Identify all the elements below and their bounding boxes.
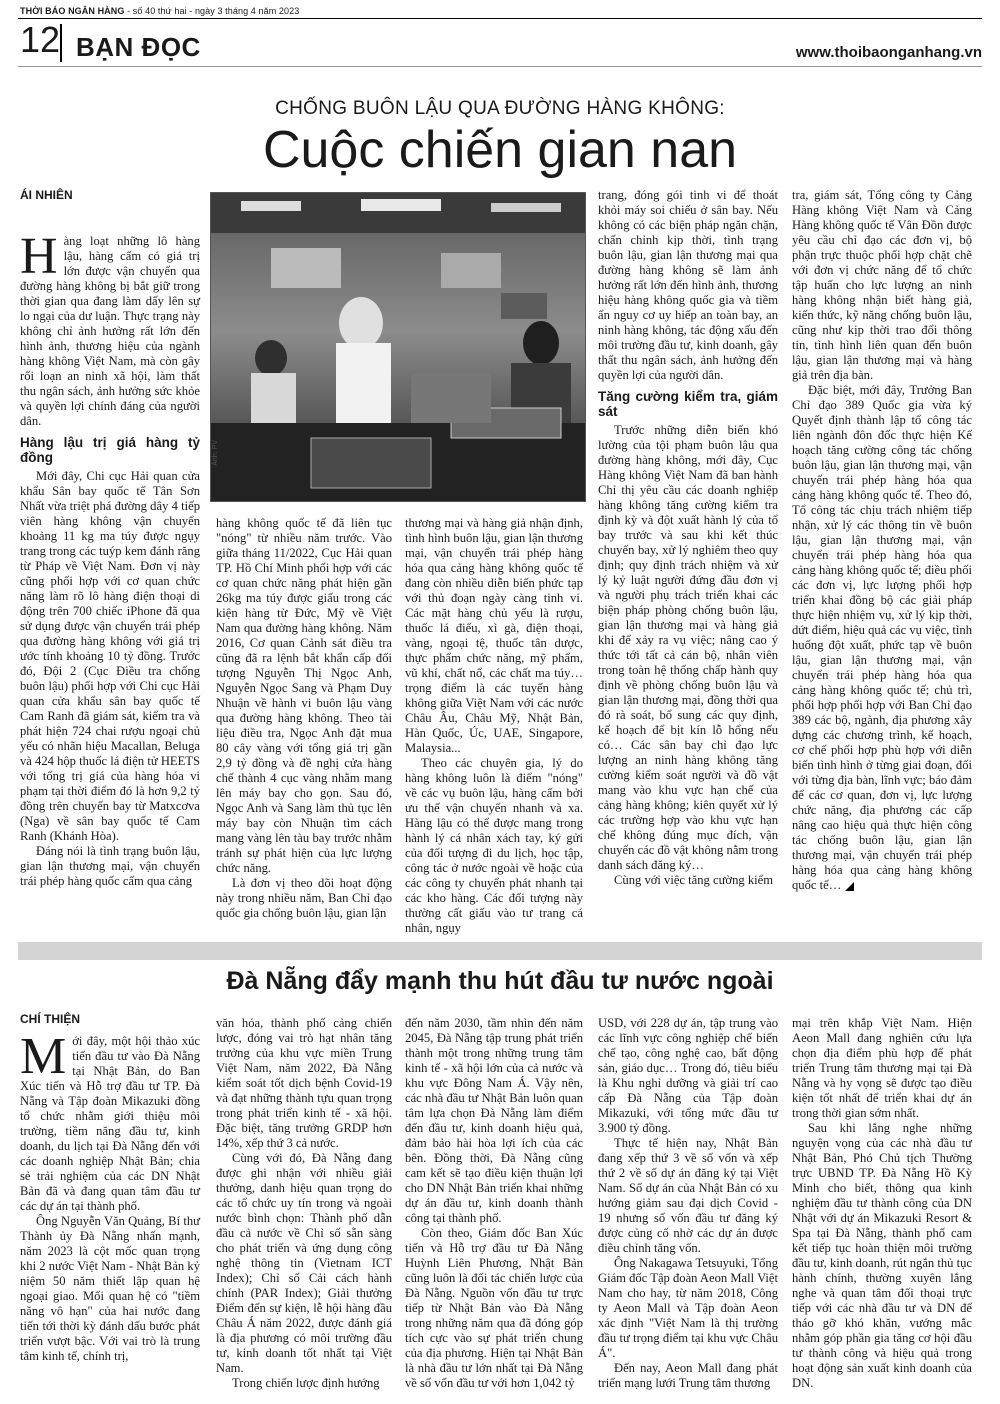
article2-column-3 — [405, 1016, 583, 1391]
article2-column-2 — [216, 1016, 392, 1391]
article1-headline: Cuộc chiến gian nan — [262, 121, 738, 179]
section-title: BẠN ĐỌC — [76, 32, 201, 62]
subhead: Hàng lậu trị giá hàng tỷ đồng — [20, 435, 200, 465]
article1-byline: ÁI NHIÊN — [20, 188, 73, 202]
paragraph: Ông Nakagawa Tetsuyuki, Tổng Giám đốc Tập đoàn Aeon Mall Việt Nam cho hay, từ năm 2018, Công ty Aeon Mall và Tập đoàn Aeon xác định "Việt Nam là thị trường đầu tư trọng điểm tại khu vực Châu Á". — [598, 1256, 778, 1360]
website-link[interactable]: www.thoibaonganhang.vn — [795, 44, 982, 61]
end-mark-icon — [845, 882, 854, 891]
header-divider — [60, 24, 62, 62]
page-number: 12 — [20, 19, 61, 60]
article1-kicker: CHỐNG BUÔN LẬU QUA ĐƯỜNG HÀNG KHÔNG: — [275, 98, 725, 119]
paragraph: Theo các chuyên gia, lý do hàng không luôn là điểm "nóng" về các vụ buôn lậu, hàng cấm bởi ưu thế vận chuyển nhanh và xa. Hàng lậu có thể được mang trong hành lý cá nhân xách tay, ký gửi của đối tượng đi du lịch, học tập, công tác ở nước ngoài về hoặc của các công ty chuyển phát nhanh tại các kho hàng. Các đối tượng này thường cất giấu vào tư trang cá nhân, ngụy — [405, 756, 583, 935]
paragraph: Trong chiến lược định hướng — [232, 1376, 380, 1390]
paragraph: Ông Nguyễn Văn Quảng, Bí thư Thành ủy Đà Nẵng nhấn mạnh, năm 2023 là cột mốc quan trọng khi 2 nước Việt Nam - Nhật Bản kỷ niệm 50 năm thiết lập quan hệ ngoại giao. Mối quan hệ có "tiềm năng vô hạn" của hai nước đang tiến tới thời kỳ đánh dấu bước phát triển vượt bậc. Với vai trò là trung tâm kinh tế, chính trị, — [20, 1214, 200, 1363]
article2-column-5 — [792, 1016, 972, 1391]
article2-headline: Đà Nẵng đẩy mạnh thu hút đầu tư nước ngoài — [226, 967, 774, 995]
paragraph: Đến nay, Aeon Mall đang phát triển mạng lưới Trung tâm thương — [598, 1361, 778, 1390]
masthead-line — [20, 6, 299, 16]
article1-column-4 — [598, 188, 778, 888]
article1-column-1 — [20, 228, 200, 889]
paragraph: văn hóa, thành phố cảng chiến lược, đóng vai trò hạt nhân tăng trưởng của khu vực miền Trung Việt Nam, năm 2022, Đà Nẵng kiểm soát tốt dịch bệnh Covid-19 và đạt những thành tựu quan trọng trong phát triển kinh tế - xã hội. Đặc biệt, tăng trưởng GRDP hơn 14%, xếp thứ 3 cả nước. — [216, 1016, 392, 1150]
header-rule — [18, 18, 982, 19]
paragraph: Sau khi lắng nghe những nguyện vọng của các nhà đầu tư Nhật Bản, Phó Chủ tịch Thường trực UBND TP. Đà Nẵng Hồ Kỳ Minh cho biết, thông qua kinh nghiệm đầu tư thành công của DN Nhật với dự án Mikazuki Resort & Spa tại Đà Nẵng, thành phố cam kết tiếp tục hoàn thiện môi trường đầu tư, kinh doanh, rút ngắn thủ tục hành chính, thường xuyên lắng nghe và quan tâm đối thoại trực tiếp với các nhà đầu tư và DN để tháo gỡ khó khăn, vướng mắc nhằm góp phần gia tăng cơ hội đầu tư thành công và hiệu quả trong hoạt động sản xuất kinh doanh của DN. — [792, 1121, 972, 1390]
dropcap: M — [20, 1028, 67, 1085]
photo-credit: Ảnh: PV — [212, 440, 219, 466]
article1-column-2 — [216, 516, 392, 921]
article2-column-4 — [598, 1016, 778, 1391]
paragraph: trang, đóng gói tinh vi để thoát khỏi máy soi chiếu ở sân bay. Nếu không có các biện pháp ngăn chặn, chấn chỉnh kịp thời, tình trạng buôn lậu, gian lận thương mại qua đường hàng không sẽ làm ảnh hưởng rất lớn đến hình ảnh, thương hiệu hàng không quốc gia và tiềm ẩn nguy cơ uy hiếp an toàn bay, an ninh hàng không, tác động xấu đến môi trường đầu tư, kinh doanh, gây thất thu ngân sách, ảnh hưởng đến quyền lợi của người dân. — [598, 188, 778, 382]
article2-byline: CHÍ THIỆN — [20, 1012, 80, 1026]
paragraph: Trước những diễn biến khó lường của tội phạm buôn lậu qua đường hàng không, mới đây, Cục Hàng không Việt Nam đã ban hành Chỉ thị yêu cầu các doanh nghiệp hàng không tăng cường kiểm tra định kỳ và đột xuất hành lý của tổ bay trước và sau khi kết thúc chuyến bay, xử lý nghiêm theo quy định; quy định trách nhiệm và xử lý kỷ luật người đứng đầu đơn vị và người phụ trách triển khai các biện pháp phòng chống buôn lậu, gian lận thương mại và hàng giả khi để xảy ra vụ việc; nâng cao ý thức tới tất cả cán bộ, nhân viên trong toàn hệ thống chấp hành quy định về phòng chống buôn lậu và gian lận thương mại, đồng thời qua đó rà soát, bổ sung các quy định, kế hoạch để bịt kín lỗ hổng nếu có… Các sân bay chỉ đạo lực lượng an ninh hàng không tăng cường kiểm soát người và đồ vật mang vào khu vực hạn chế của cảng hàng không; kiên quyết xử lý các trường hợp vào khu vực hạn chế không đúng mục đích, vận chuyển các đồ vật không nằm trong danh sách đăng ký… — [598, 423, 778, 872]
paragraph: Đáng nói là tình trạng buôn lậu, gian lận thương mại, vận chuyển trái phép hàng quốc cấm qua cảng — [20, 844, 200, 888]
paragraph: hàng không quốc tế đã liên tục "nóng" từ nhiều năm trước. Vào giữa tháng 11/2022, Cục Hải quan TP. Hồ Chí Minh phối hợp với các cơ quan chức năng phát hiện gần 26kg ma túy được giấu trong các kiện hàng từ Đức, Mỹ về Việt Nam qua đường hàng không. Năm 2016, Cơ quan Cảnh sát điều tra cũng đã ra lệnh bắt khẩn cấp đối tượng Nguyễn Thị Ngọc Anh, Nguyễn Ngọc Sang và Phạm Duy Nhuận về hành vi buôn lậu vàng qua đường hàng không. Theo tài liệu điều tra, Ngọc Anh đặt mua 80 cây vàng với tổng giá trị gần 2,9 tỷ đồng và đề nghị cửa hàng chế thành 4 cục vàng nhằm mang lên máy bay cho gọn. Sau đó, Ngọc Anh và Sang làm thủ tục lên máy bay còn Nhuận tìm cách mang vàng lên tàu bay trước nhằm tránh sự phát hiện của lực lượng chức năng. — [216, 516, 392, 875]
paragraph: đến năm 2030, tầm nhìn đến năm 2045, Đà Nẵng tập trung phát triển thành một trong những trung tâm kinh tế - xã hội lớn của cả nước và khu vực Đông Nam Á. Vậy nên, các nhà đầu tư Nhật Bản luôn quan tâm lựa chọn Đà Nẵng làm điểm đến đầu tư, kinh doanh hiệu quả, đảm bảo hài hòa lợi ích của các bên. Đồng thời, Đà Nẵng cũng cam kết sẽ tạo điều kiện thuận lợi cho DN Nhật Bản triển khai những dự án đầu tư, kinh doanh thành công tại thành phố. — [405, 1016, 583, 1225]
paragraph: Cùng với đó, Đà Nẵng đang được ghi nhận với nhiều giải thưởng, danh hiệu quan trọng do các tổ chức uy tín trong và ngoài nước bình chọn: Thành phố dẫn đầu cả nước về Chỉ số sẵn sàng cho phát triển và ứng dụng công nghệ thông tin (Vietnam ICT Index); Chỉ số Cải cách hành chính (PAR Index); Giải thưởng Điểm đến sự kiện, lễ hội hàng đầu Châu Á năm 2022, được đánh giá là địa phương có môi trường đầu tư, kinh doanh tốt nhất tại Việt Nam. — [216, 1151, 392, 1375]
article1-column-5 — [792, 188, 972, 893]
paragraph: mại trên khắp Việt Nam. Hiện Aeon Mall đang nghiên cứu lựa chọn địa điểm phù hợp để phát triển Trung tâm thương mại tại Đà Nẵng và hy vọng sẽ được tạo điều kiện tốt nhất để triển khai dự án trong thời gian sớm nhất. — [792, 1016, 972, 1120]
article1-column-3 — [405, 516, 583, 936]
paragraph: USD, với 228 dự án, tập trung vào các lĩnh vực công nghiệp chế biến chế tạo, công nghệ cao, bất động sản, giáo dục… Trong đó, tiêu biểu là Khu nghỉ dưỡng và giải trí cao cấp Đà Nẵng của Tập đoàn Mikazuki, với tổng mức đầu tư 3.900 tỷ đồng. — [598, 1016, 778, 1135]
header-rule-lower — [18, 66, 982, 67]
issue-info: - số 40 thứ hai - ngày 3 tháng 4 năm 2023 — [127, 6, 300, 16]
paragraph: thương mại và hàng giả nhận định, tình hình buôn lậu, gian lận thương mại, vận chuyển trái phép hàng hóa qua cảng hàng không quốc tế đang còn nhiều diễn biến phức tạp với thủ đoạn ngày càng tinh vi. Các mặt hàng chủ yếu là rượu, thuốc lá điếu, xì gà, điện thoại, vàng, ngoại tệ, thuốc tân dược, thực phẩm chức năng, mỹ phẩm, vũ khí, chất nổ, các chất ma túy… trọng điểm là các tuyến hàng không giữa Việt Nam với các nước Châu Âu, Châu Mỹ, Nhật Bản, Hàn Quốc, Úc, UAE, Singapore, Malaysia... — [405, 516, 583, 755]
publication-name: THỜI BÁO NGÂN HÀNG — [20, 6, 125, 16]
paragraph: Còn theo, Giám đốc Ban Xúc tiến và Hỗ trợ đầu tư Đà Nẵng Huỳnh Liên Phương, Nhật Bản cũng luôn là đối tác chiến lược của Đà Nẵng. Nguồn vốn đầu tư trực tiếp từ Nhật Bản vào Đà Nẵng trong những năm qua đã đóng góp tích cực vào sự phát triển chung của địa phương. Hiện tại Nhật Bản là nhà đầu tư lớn nhất tại Đà Nẵng về số vốn đầu tư với hơn 1,042 tỷ — [405, 1226, 583, 1390]
article-photo — [210, 192, 586, 502]
article1-lead: àng loạt những lô hàng lậu, hàng cấm có giá trị lớn được vận chuyển qua đường hàng không bị bắt giữ trong thời gian qua đang làm dấy lên sự lo ngại của dư luận. Thực trạng này không chỉ ảnh hưởng rất lớn đến hình ảnh, thương hiệu của ngành hàng không Việt Nam, mà còn gây rối loạn an ninh xã hội, làm thất thu ngân sách, ảnh hưởng sức khỏe và quyền lợi chính đáng của người dân. — [20, 234, 200, 428]
paragraph: tra, giám sát, Tổng công ty Cảng Hàng không Việt Nam và Cảng Hàng không quốc tế Vân Đồn được yêu cầu chỉ đạo các đơn vị, bộ phận trực thuộc phối hợp chặt chẽ với đơn vị chức năng để tổ chức tập huấn cho lực lượng an ninh hàng không nhận biết hàng giả, kiến thức, kỹ năng chống buôn lậu, cũng như kịp thời trao đổi thông tin, tình hình liên quan đến buôn lậu, gian lận thương mại và hàng giả trên địa bàn. — [792, 188, 972, 382]
subhead: Tăng cường kiểm tra, giám sát — [598, 389, 778, 419]
dropcap: H — [20, 228, 58, 285]
article-divider — [18, 942, 982, 960]
airport-security-photo — [211, 193, 585, 501]
paragraph: Thực tế hiện nay, Nhật Bản đang xếp thứ 3 về số vốn và xếp thứ 2 về số dự án đăng ký tại Việt Nam. Số dự án của Nhật Bản có xu hướng giảm sau đại dịch Covid - 19 nhưng số vốn đầu tư đăng ký được củng cố nhờ các dự án được điều chỉnh tăng vốn. — [598, 1136, 778, 1255]
article2-column-1: Mới đây, một hội thảo xúc tiến đầu tư vào Đà Nẵng tại Nhật Bản, do Ban Xúc tiến và Hỗ trợ đầu tư TP. Đà Nẵng và Tập đoàn Mikazuki đồng tổ chức nhằm giới thiệu môi trường, tiềm năng đầu tư, kinh doanh, du lịch tại Đà Nẵng đến với các doanh nghiệp Nhật Bản; chia sẻ trải nghiệm của các DN Nhật Bản đã và đang quan tâm đầu tư các dự án tại thành phố. Ông Nguyễn Văn Quảng, Bí thư Thành ủy Đà Nẵng nhấn mạnh, năm 2023 là cột mốc quan trọng khi 2 nước Việt Nam - Nhật Bản kỷ niệm 50 năm thiết lập quan hệ ngoại giao. Mối quan hệ có "tiềm năng vô hạn" của hai nước đang tiến tới thời kỳ đánh dấu bước phát triển vượt bậc. Với vai trò là trung tâm kinh tế, chính trị, — [20, 1028, 200, 1363]
paragraph: Mới đây, Chi cục Hải quan cửa khẩu Sân bay quốc tế Tân Sơn Nhất vừa triệt phá đường dây 4 tiếp viên hàng không vận chuyển khoảng 11 kg ma túy được ngụy trang trong các tuýp kem đánh răng từ Pháp về Việt Nam. Đơn vị này cũng phối hợp với cơ quan chức năng làm rõ lô hàng điện thoại di động trên 700 chiếc iPhone đã qua sử dụng được vận chuyển trái phép qua đường hàng không với giá trị ước tính khoảng 10 tỷ đồng. Trước đó, Đội 2 (Cục Điều tra chống buôn lậu) phối hợp với Chi cục Hải quan cửa khẩu sân bay quốc tế Cam Ranh đã giám sát, kiểm tra và phát hiện 724 chai rượu ngoại chủ yếu có nhãn hiệu Macallan, Beluga và 424 hộp thuốc lá điện tử HEETS với tổng trị giá của hàng hóa vi phạm tại thời điểm đó là hơn 9,2 tỷ đồng trên chuyến bay từ Matxcơva (Nga) về sân bay quốc tế Cam Ranh (Khánh Hòa). — [20, 469, 200, 843]
paragraph: Cùng với việc tăng cường kiểm — [614, 873, 773, 887]
paragraph: Là đơn vị theo dõi hoạt động này trong nhiều năm, Ban Chỉ đạo quốc gia chống buôn lậu, gian lận — [216, 876, 392, 920]
paragraph: Đặc biệt, mới đây, Trưởng Ban Chỉ đạo 389 Quốc gia vừa ký Quyết định thành lập tổ công tác liên ngành đôn đốc thực hiện Kế hoạch tăng cường công tác chống buôn lậu, gian lận thương mại, vận chuyển trái phép hàng hóa qua cảng hàng không quốc tế. Theo đó, Tổ công tác chịu trách nhiệm tiếp nhận, xử lý các thông tin về buôn lậu, gian lận thương mại, vận chuyển trái phép hàng hóa qua cảng hàng không quốc tế; điều phối các đơn vị, lực lượng phối hợp triển khai đồng bộ các giải pháp thực hiện nhiệm vụ, xử lý kịp thời, dứt điểm, hiệu quả các vụ việc, tình huống đột xuất, phức tạp về buôn lậu, gian lận thương mại, vận chuyển trái phép hàng hóa qua cảng hàng không quốc tế; chủ trì, phối hợp phối hợp với Ban Chỉ đạo 389 các bộ, ngành, địa phương xây dựng các chương trình, kế hoạch, cơ chế phối hợp phù hợp với diễn biến tình hình ở từng giai đoạn, đối với từng địa bàn, lĩnh vực; báo đảm để các cơ quan, đơn vị, lực lượng chức năng, địa phương các cấp nâng cao hiệu quả thực hiện công tác chống buôn lậu, gian lận thương mại, vận chuyển trái phép hàng hóa qua cảng hàng không quốc tế… — [792, 383, 972, 892]
